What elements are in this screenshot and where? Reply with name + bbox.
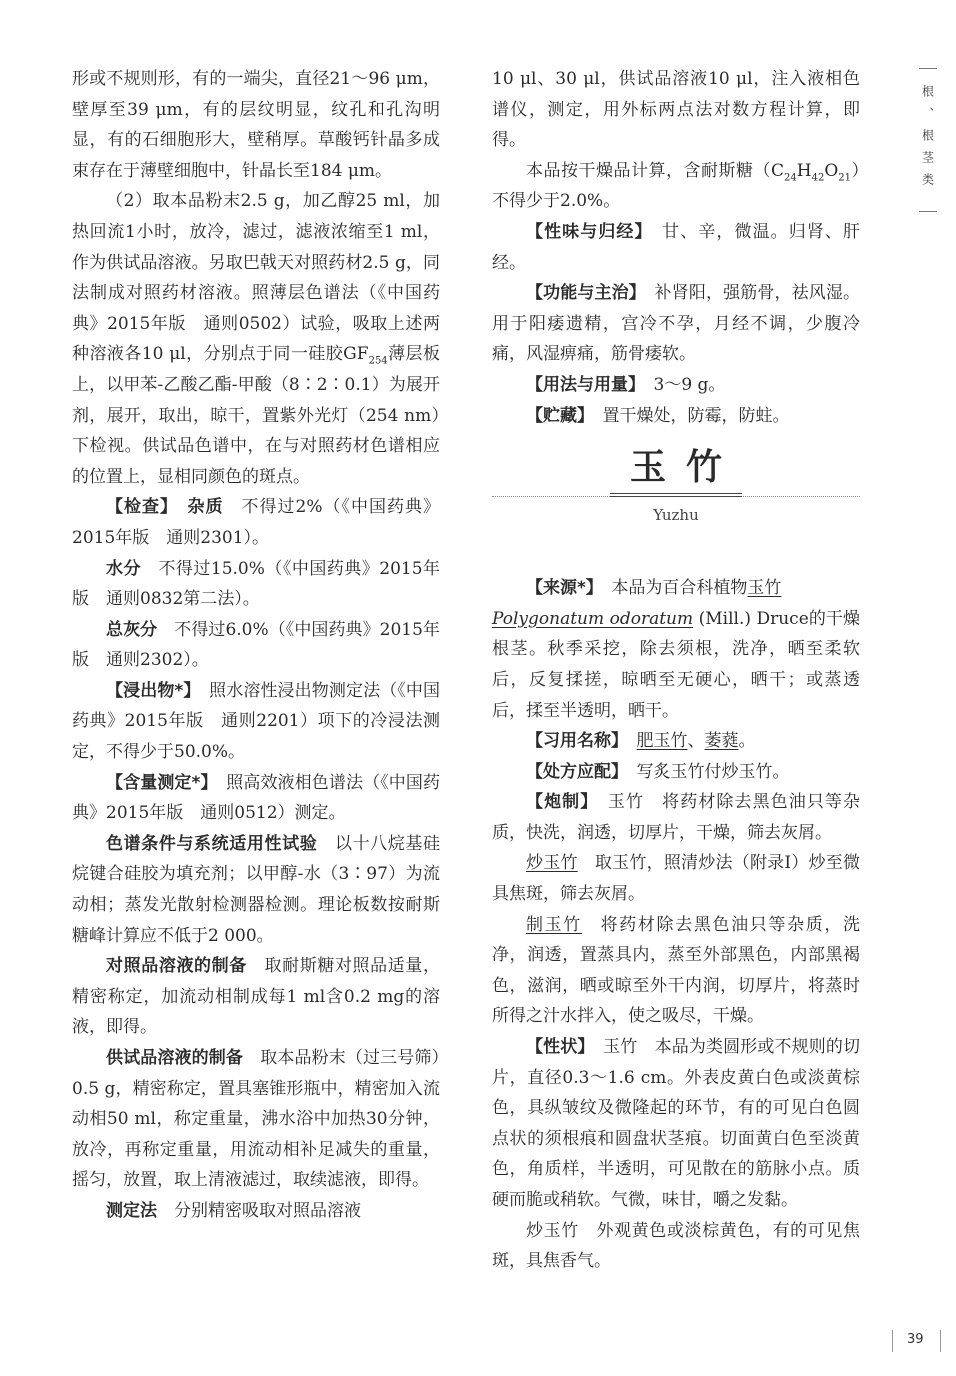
entry-pinyin: Yuzhu	[653, 506, 699, 525]
subheading: 对照品溶液的制备	[106, 956, 247, 977]
subheading: 炒玉竹	[526, 853, 578, 874]
section-sidebar	[912, 68, 944, 212]
entry-title: 玉竹	[610, 443, 742, 497]
punctuation: 。	[738, 731, 756, 752]
author-name: (Mill.) Druce	[693, 608, 809, 629]
plant-name: 玉竹	[747, 578, 782, 599]
subheading: 炒玉竹	[526, 1220, 579, 1241]
paragraph-chromatography	[72, 829, 440, 951]
paragraph-prepared	[492, 910, 860, 1032]
paragraph-fried-character	[492, 1216, 860, 1277]
body-text: 补肾阳，强筋骨，祛风湿。用于阳痿遗精，宫冷不孕，月经不调，少腹冷痛，风湿痹痛，筋骨痿软。	[492, 283, 861, 365]
paragraph-microscopy: 形或不规则形，有的一端尖，直径21～96 μm，壁厚至39 μm，有的层纹明显，纹孔和孔沟明显，有的石细胞形大，壁稍厚。草酸钙针晶多成束存在于薄壁细胞中，针晶长至184 μm。	[72, 69, 440, 181]
left-column	[72, 64, 440, 1227]
paragraph-prescription	[492, 757, 860, 788]
subheading: 制玉竹	[526, 914, 582, 935]
subheading: 水分	[106, 558, 141, 579]
tlc-subscript: 254	[368, 355, 388, 367]
paragraph-assay	[72, 768, 440, 829]
page-number: 39	[907, 1332, 924, 1347]
paragraph-nature	[492, 217, 860, 278]
body-text: 取本品粉末（过三号筛）0.5 g，精密称定，置具塞锥形瓶中，精密加入流动相50 ml，称定重量，沸水浴中加热30分钟，放冷，再称定重量，用流动相补足减失的重量，摇匀，放置，取上清液滤过，取续滤液，即得。	[72, 1048, 441, 1191]
body-text: 置干燥处，防霉，防蛀。	[585, 405, 790, 426]
paragraph-check	[72, 492, 440, 553]
paragraph-character	[492, 1032, 860, 1216]
subheading: 杂质	[187, 497, 224, 518]
section-heading: 【含量测定*】	[106, 772, 210, 793]
separator: 、	[687, 731, 705, 752]
paragraph-fried	[492, 848, 860, 909]
section-heading: 【来源*】	[526, 578, 595, 599]
paragraph-sample	[72, 1043, 440, 1196]
body-text: 本品为百合科植物	[594, 578, 748, 599]
body-text: 外观黄色或淡棕黄色，有的可见焦斑，具焦香气。	[492, 1220, 861, 1272]
section-heading: 【炮制】	[526, 792, 590, 813]
section-label: 根、根茎类	[920, 85, 935, 195]
page-rule-left	[892, 1330, 893, 1352]
body-text: 甘、辛，微温。归肾、肝经。	[492, 221, 861, 273]
tlc-text-b: 薄层板上，以甲苯-乙酸乙酯-甲酸（8∶2∶0.1）为展开剂，展开，取出，晾干，置紫外光灯（254 nm）下检视。供试品色谱中，在与对照药材色谱相应的位置上，显相同颜色的斑点。	[72, 344, 441, 487]
paragraph-function	[492, 278, 860, 370]
paragraph-tlc	[72, 186, 440, 492]
content-text-a: 本品按干燥品计算，含耐斯糖（C	[526, 160, 785, 181]
paragraph-storage	[492, 401, 860, 432]
section-heading: 【处方应配】	[526, 761, 620, 782]
tlc-text-a: （2）取本品粉末2.5 g，加乙醇25 ml，加热回流1小时，放冷，滤过，滤液浓缩至1 ml，作为供试品溶液。另取巴戟天对照药材2.5 g，同法制成对照药材溶液。照薄层色谱法（《中国药典》2015年版 通则0502）试验，吸取上述两种溶液各10 μl，分别点于同一硅胶GF	[72, 191, 440, 365]
paragraph-water	[72, 554, 440, 615]
formula-element: O	[824, 160, 839, 181]
formula-element: H	[796, 160, 812, 181]
body-text: 照高效液相色谱法（《中国药典》2015年版 通则0512）测定。	[72, 772, 441, 824]
subheading: 供试品溶液的制备	[106, 1048, 244, 1068]
body-text: 将药材除去黑色油只等杂质，快洗，润透，切厚片，干燥，筛去灰屑。	[492, 792, 861, 843]
alias-name: 肥玉竹	[636, 731, 688, 752]
body-text: 分别精密吸取对照品溶液	[157, 1200, 361, 1221]
subscript: 21	[838, 172, 851, 184]
section-heading: 【用法与用量】	[526, 374, 637, 395]
subheading: 总灰分	[106, 619, 158, 640]
paragraph-dosage	[492, 370, 860, 401]
latin-name: Polygonatum odoratum	[492, 608, 694, 629]
paragraph-method-cont: 10 μl、30 μl，供试品溶液10 μl，注入液相色谱仪，测定，用外标两点法对数方程计算，即得。	[492, 69, 860, 151]
body-text: 取玉竹，照清炒法（附录Ⅰ）炒至微具焦斑，筛去灰屑。	[492, 853, 861, 905]
subheading: 色谱条件与系统适用性试验	[106, 833, 318, 854]
paragraph-ash	[72, 615, 440, 676]
content-text-b: ）不得少于2.0%。	[492, 160, 861, 212]
right-column	[492, 64, 860, 1277]
subscript: 24	[784, 172, 797, 184]
section-heading: 【检查】	[106, 497, 170, 518]
body-text: 不得过2%（《中国药典》2015年版 通则2301）。	[72, 497, 441, 548]
paragraph-alias	[492, 726, 860, 757]
subheading: 玉竹	[586, 1037, 638, 1058]
subscript: 42	[811, 172, 825, 184]
body-text: 的干燥根茎。秋季采挖，除去须根，洗净，晒至柔软后，反复揉搓，晾晒至无硬心，晒干；或蒸透后，揉至半透明，晒干。	[492, 608, 860, 721]
section-heading: 【功能与主治】	[526, 283, 638, 304]
paragraph-reference	[72, 951, 440, 1043]
subheading: 玉竹	[589, 792, 645, 813]
paragraph-source	[492, 573, 860, 726]
body-text: 照水溶性浸出物测定法（《中国药典》2015年版 通则2201）项下的冷浸法测定，不得少于50.0%。	[72, 680, 441, 763]
sidebar-rule-bottom	[919, 211, 937, 212]
alias-name: 萎蕤	[704, 731, 739, 752]
subheading: 测定法	[106, 1200, 157, 1221]
body-text: 将药材除去黑色油只等杂质，洗净，润透，置蒸具内，蒸至外部黑色，内部黑褐色，滋润，晒或晾至外干内润，切厚片，将蒸时所得之汁水拌入，使之吸尽，干燥。	[492, 914, 861, 1027]
body-text: 本品为类圆形或不规则的切片，直径0.3～1.6 cm。外表皮黄白色或淡黄棕色，具纵皱纹及微隆起的环节，有的可见白色圆点状的须根痕和圆盘状茎痕。切面黄白色至淡黄色，角质样，半透明，可见散在的筋脉小点。质硬而脆或稍软。气微，味甘，嚼之发黏。	[492, 1037, 861, 1210]
page-rule-right	[940, 1330, 941, 1352]
paragraph-extract	[72, 676, 440, 768]
body-text: 3～9 g。	[636, 374, 726, 395]
section-heading: 【性状】	[526, 1037, 587, 1058]
section-heading: 【习用名称】	[526, 731, 620, 752]
paragraph-processing	[492, 787, 860, 848]
section-heading: 【贮藏】	[526, 405, 586, 426]
body-text: 以十八烷基硅烷键合硅胶为填充剂；以甲醇-水（3∶97）为流动相；蒸发光散射检测器检测。理论板数按耐斯糖峰计算应不低于2 000。	[72, 833, 441, 946]
paragraph-content	[492, 156, 860, 217]
section-heading: 【浸出物*】	[106, 680, 193, 701]
body-text: 写炙玉竹付炒玉竹。	[619, 761, 790, 782]
body-text: 不得过15.0%（《中国药典》2015年版 通则0832第二法）。	[72, 558, 440, 610]
section-heading: 【性味与归经】	[526, 221, 645, 242]
paragraph-method	[72, 1196, 440, 1227]
sidebar-rule-top	[919, 68, 937, 69]
entry-title-block	[492, 443, 860, 497]
body-text: 取耐斯糖对照品适量，精密称定，加流动相制成每1 ml含0.2 mg的溶液，即得。	[72, 956, 441, 1038]
body-text: 不得过6.0%（《中国药典》2015年版 通则2302）。	[72, 619, 441, 671]
